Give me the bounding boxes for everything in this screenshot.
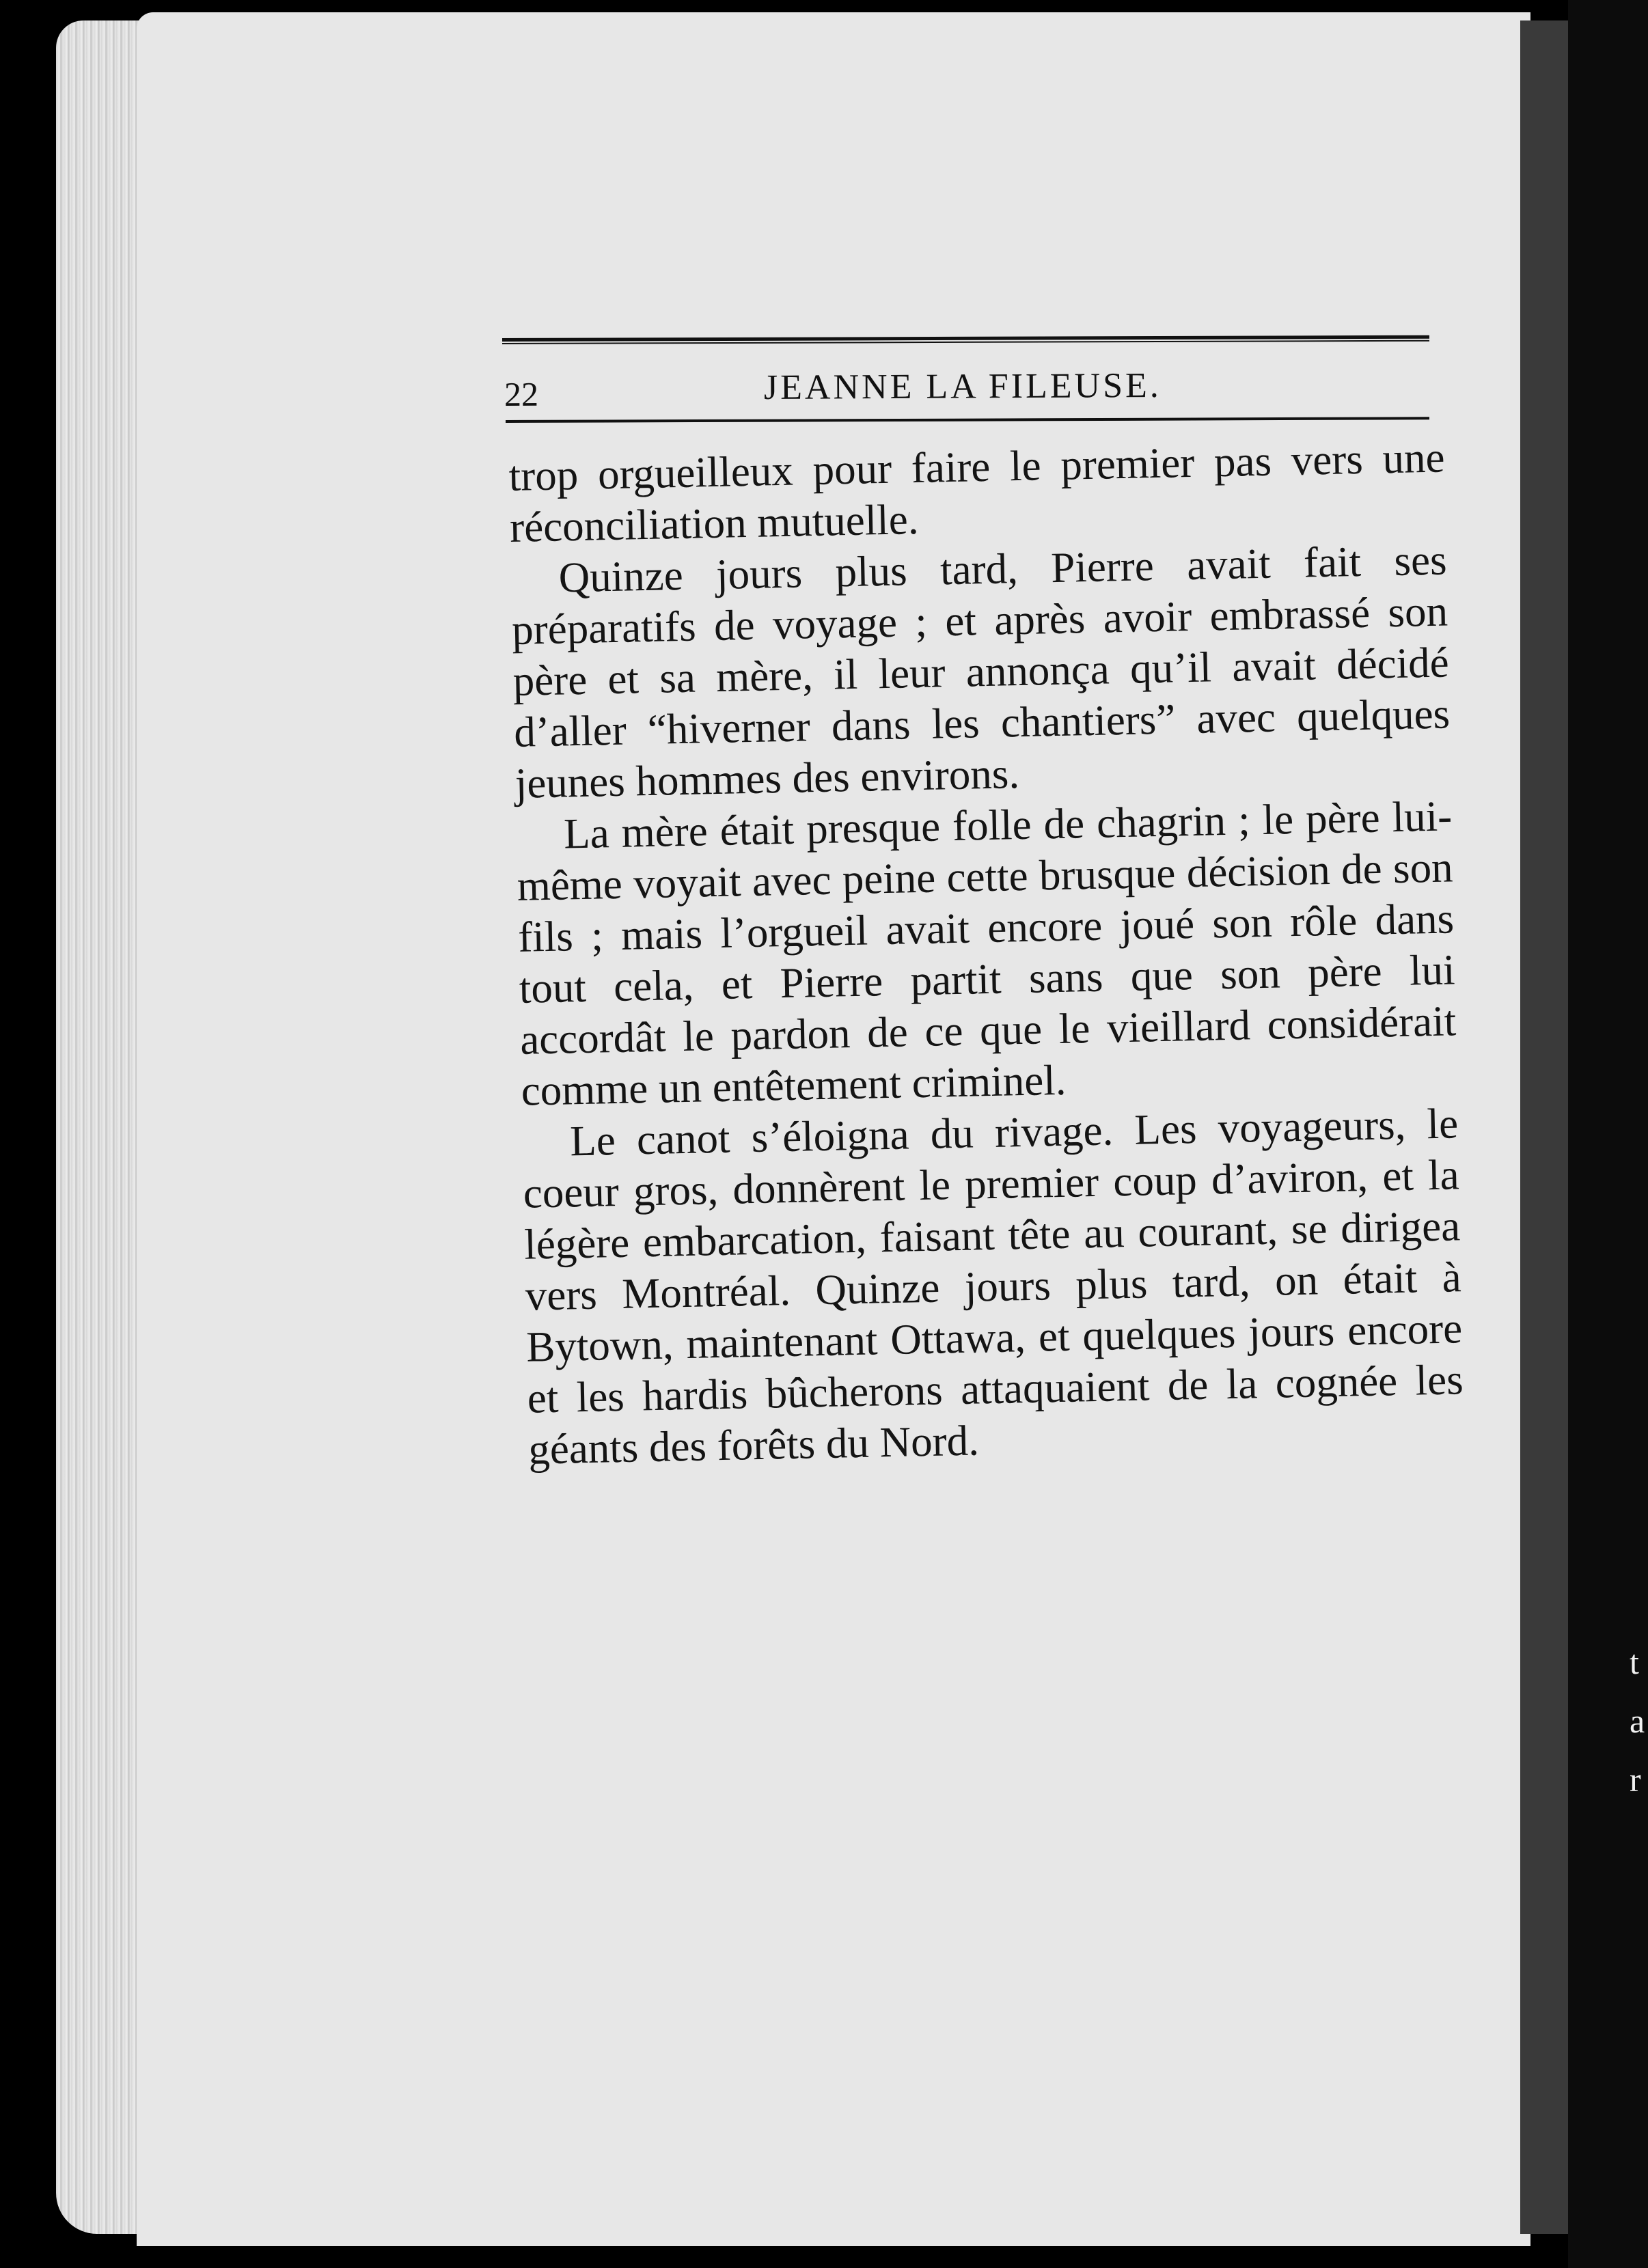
body-text: [508, 432, 1465, 1476]
page-gutter-shadow: [1520, 20, 1568, 2234]
paragraph: trop orgueilleux pour faire le premier pas vers une réconciliation mutuelle.: [508, 433, 1446, 551]
page-number: 22: [504, 374, 539, 413]
fragment-letter: r: [1630, 1760, 1641, 1799]
running-head: [504, 364, 1429, 417]
paragraph: Quinze jours plus tard, Pierre avait fait ses préparatifs de voyage ; et après avoir embrassé son père et sa mère, il leur annonça qu’il avait décidé d’aller “hiverner dans les chantiers” avec quelques jeunes hommes des environs.: [511, 536, 1451, 807]
fragment-letter: t: [1630, 1643, 1639, 1681]
adjacent-page-fragment: [1630, 1633, 1645, 1809]
adjacent-page: [1568, 0, 1648, 2268]
fragment-letter: a: [1630, 1702, 1645, 1740]
book-title: JEANNE LA FILEUSE.: [763, 365, 1162, 408]
paragraph: La mère était presque folle de chagrin ; le père lui-même voyait avec peine cette brusque décision de son fils ; mais l’orgueil avait encore joué son rôle dans tout cela, et Pierre partit sans que son père lui accordât le pardon de ce que le vieillard considérait comme un entêtement criminel.: [517, 792, 1457, 1115]
paragraph: Le canot s’éloigna du rivage. Les voyageurs, le coeur gros, donnèrent le premier coup d’aviron, et la légère embarcation, faisant tête au courant, se dirigea vers Montréal. Quinze jours plus tard, on était à Bytown, maintenant Ottawa, et quelques jours encore et les hardis bûcherons attaquaient de la cognée les géants des forêts du Nord.: [523, 1099, 1464, 1474]
